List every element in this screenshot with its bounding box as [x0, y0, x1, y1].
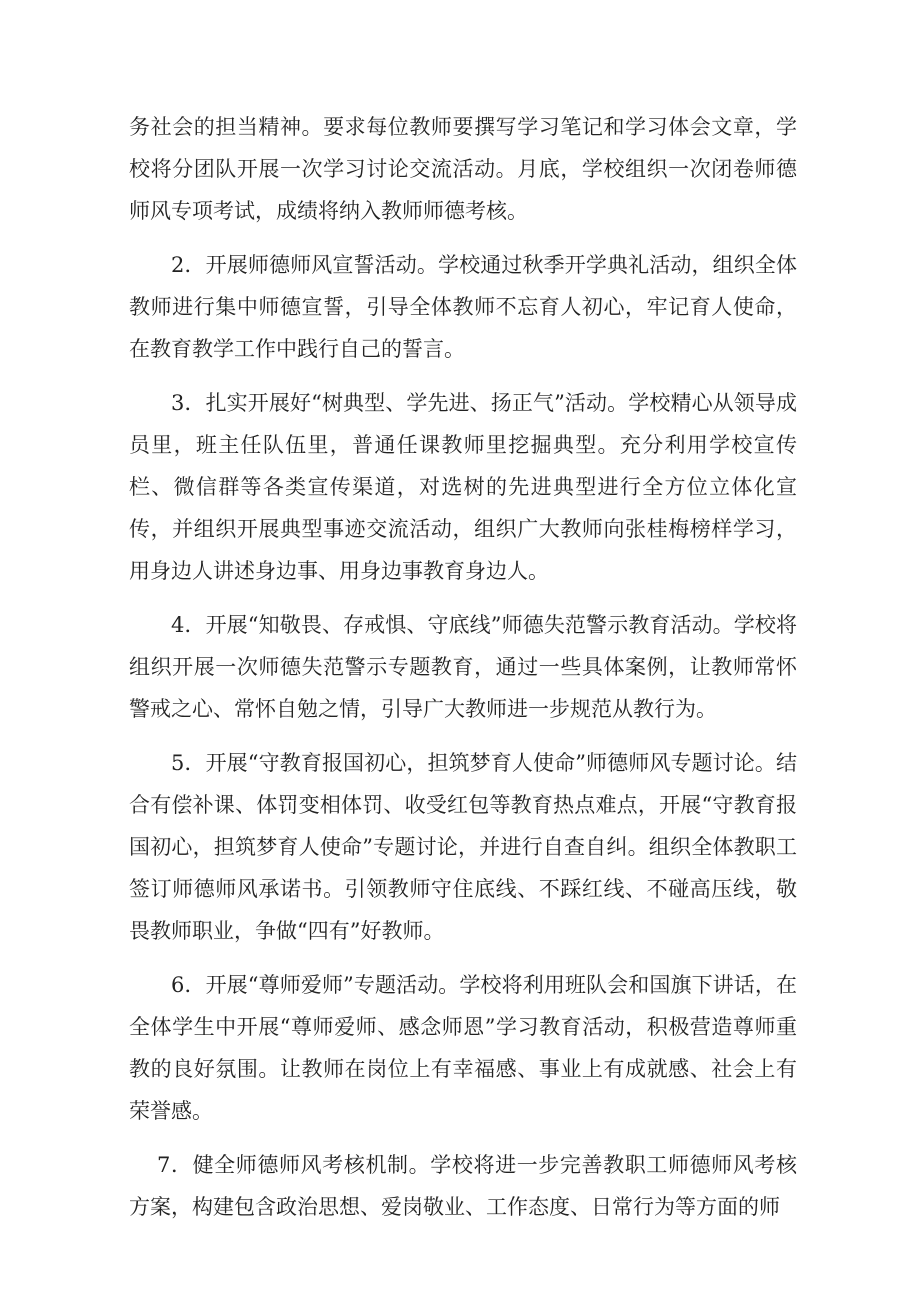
paragraph-item-4: 4．开展“知敬畏、存戒惧、守底线”师德失范警示教育活动。学校将组织开展一次师德失范警示专题教育，通过一些具体案例，让教师常怀警戒之心、常怀自勉之情，引导广大教师进一步规范从教行为。: [129, 613, 797, 721]
document-body: [129, 106, 797, 1228]
paragraph-item-7: 7．健全师德师风考核机制。学校将进一步完善教职工师德师风考核方案，构建包含政治思想、爱岗敬业、工作态度、日常行为等方面的师: [129, 1153, 797, 1219]
paragraph-item-2: 2．开展师德师风宣誓活动。学校通过秋季开学典礼活动，组织全体教师进行集中师德宣誓，引导全体教师不忘育人初心，牢记育人使命，在教育教学工作中践行自己的誓言。: [129, 253, 797, 361]
paragraph-item-3: 3．扎实开展好“树典型、学先进、扬正气”活动。学校精心从领导成员里，班主任队伍里，普通任课教师里挖掘典型。充分利用学校宣传栏、微信群等各类宣传渠道，对选树的先进典型进行全方位立体化宣传，并组织开展典型事迹交流活动，组织广大教师向张桂梅榜样学习，用身边人讲述身边事、用身边事教育身边人。: [129, 391, 797, 583]
paragraph-continuation: 务社会的担当精神。要求每位教师要撰写学习笔记和学习体会文章，学校将分团队开展一次学习讨论交流活动。月底，学校组织一次闭卷师德师风专项考试，成绩将纳入教师师德考核。: [129, 115, 797, 223]
paragraph-item-5: 5．开展“守教育报国初心，担筑梦育人使命”师德师风专题讨论。结合有偿补课、体罚变相体罚、收受红包等教育热点难点，开展“守教育报国初心，担筑梦育人使命”专题讨论，并进行自查自纠。组织全体教职工签订师德师风承诺书。引领教师守住底线、不踩红线、不碰高压线，敬畏教师职业，争做“四有”好教师。: [129, 751, 797, 943]
paragraph-item-6: 6．开展“尊师爱师”专题活动。学校将利用班队会和国旗下讲话，在全体学生中开展“尊师爱师、感念师恩”学习教育活动，积极营造尊师重教的良好氛围。让教师在岗位上有幸福感、事业上有成就感、社会上有荣誉感。: [129, 973, 797, 1123]
